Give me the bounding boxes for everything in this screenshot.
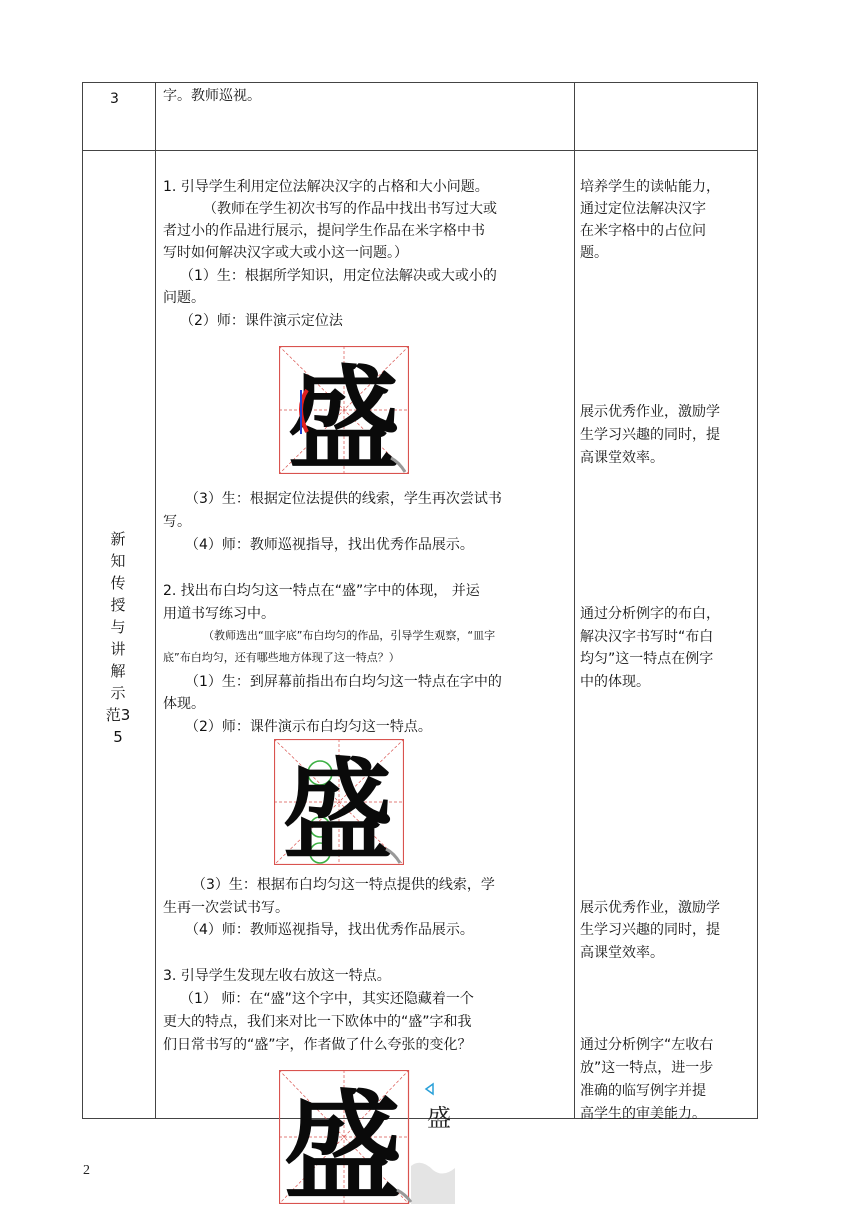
play-triangle-icon	[426, 1084, 433, 1094]
p1-step2: （2）师：课件演示定位法	[180, 313, 343, 329]
objective-2-line3: 高课堂效率。	[580, 450, 664, 466]
objective-1-line4: 题。	[580, 245, 608, 261]
objective-4-line1: 展示优秀作业，激励学	[580, 900, 720, 916]
table-col-divider-1	[155, 83, 156, 1118]
p2-step3-line1: （3）生：根据布白均匀这一特点提供的线索，学	[192, 877, 495, 893]
p3-step1-line2: 更大的特点，我们来对比一下欧体中的“盛”字和我	[163, 1014, 472, 1030]
p1-step1-line1: （1）生：根据所学知识，用定位法解决或大或小的	[180, 268, 497, 284]
table-row-divider	[83, 150, 757, 151]
objective-4-line3: 高课堂效率。	[580, 945, 664, 961]
example-glyph-1: 盛	[288, 354, 400, 474]
objective-4-line2: 生学习兴趣的同时，提	[580, 922, 720, 938]
regular-glyph: 盛	[427, 1104, 451, 1132]
objective-1-line2: 通过定位法解决汉字	[580, 201, 706, 217]
objective-5-line4: 高学生的审美能力。	[580, 1106, 706, 1122]
p2-step1-line1: （1）生：到屏幕前指出布白均匀这一特点在字中的	[185, 674, 502, 690]
p1-note-line3: 写时如何解决汉字或大或小这一问题。）	[163, 245, 408, 261]
p1-step1-line2: 问题。	[163, 290, 205, 306]
objective-2-line2: 生学习兴趣的同时，提	[580, 427, 720, 443]
p2-step1-line2: 体现。	[163, 696, 205, 712]
p1-step3-line1: （3）生：根据定位法提供的线索，学生再次尝试书	[185, 491, 502, 507]
p1-title: 1. 引导学生利用定位法解决汉字的占格和大小问题。	[163, 179, 489, 195]
dingweifa-demo-image	[279, 346, 409, 474]
objective-1-line3: 在米字格中的占位问	[580, 223, 706, 239]
page-number: 2	[83, 1163, 90, 1178]
objective-3-line3: 均匀”这一特点在例字	[580, 651, 714, 667]
p3-step1-line1: （1） 师：在“盛”这个字中，其实还隐藏着一个	[180, 991, 474, 1007]
section-label: 新知传授与讲解示范35	[105, 530, 131, 746]
top-row-content: 字。教师巡视。	[163, 88, 261, 104]
objective-3-line1: 通过分析例字的布白，	[580, 606, 720, 622]
objective-2-line1: 展示优秀作业，激励学	[580, 404, 720, 420]
p1-step3-line2: 写。	[163, 514, 191, 530]
p3-title: 3. 引导学生发现左收右放这一特点。	[163, 968, 391, 984]
p1-step4: （4）师：教师巡视指导，找出优秀作品展示。	[185, 537, 474, 553]
objective-5-line3: 准确的临写例字并提	[580, 1083, 706, 1099]
zuoshouyoufang-demo-image	[279, 1070, 459, 1204]
p2-step2: （2）师：课件演示布白均匀这一特点。	[185, 719, 432, 735]
example-glyph-2: 盛	[283, 746, 393, 865]
p2-step3-line2: 生再一次尝试书写。	[163, 900, 289, 916]
objective-5-line1: 通过分析例字“左收右	[580, 1037, 714, 1053]
p1-note-line2: 者过小的作品进行展示，提问学生作品在米字格中书	[163, 223, 485, 239]
ink-landscape-decoration	[411, 1163, 455, 1204]
p3-step1-line3: 们日常书写的“盛”字，作者做了什么夸张的变化？	[163, 1037, 472, 1053]
buyaijunyun-demo-image	[274, 739, 404, 865]
table-col-divider-2	[574, 83, 575, 1118]
objective-3-line4: 中的体现。	[580, 674, 650, 690]
p2-title-line1: 2. 找出布白均匀这一特点在“盛”字中的体现， 并运	[163, 583, 480, 599]
p2-title-line2: 用道书写练习中。	[163, 606, 275, 622]
p2-step4: （4）师：教师巡视指导，找出优秀作品展示。	[185, 922, 474, 938]
objective-1-line1: 培养学生的读帖能力，	[580, 179, 720, 195]
objective-5-line2: 放”这一特点，进一步	[580, 1060, 714, 1076]
p2-note-line2: 底”布白均匀，还有哪些地方体现了这一特点？）	[163, 651, 400, 664]
p2-note-line1: （教师选出“皿字底”布白均匀的作品，引导学生观察，“皿字	[203, 629, 496, 642]
p1-note-line1: （教师在学生初次书写的作品中找出书写过大或	[203, 201, 497, 217]
row-number: 3	[110, 91, 119, 107]
example-glyph-3: 盛	[283, 1077, 403, 1204]
objective-3-line2: 解决汉字书写时“布白	[580, 629, 714, 645]
